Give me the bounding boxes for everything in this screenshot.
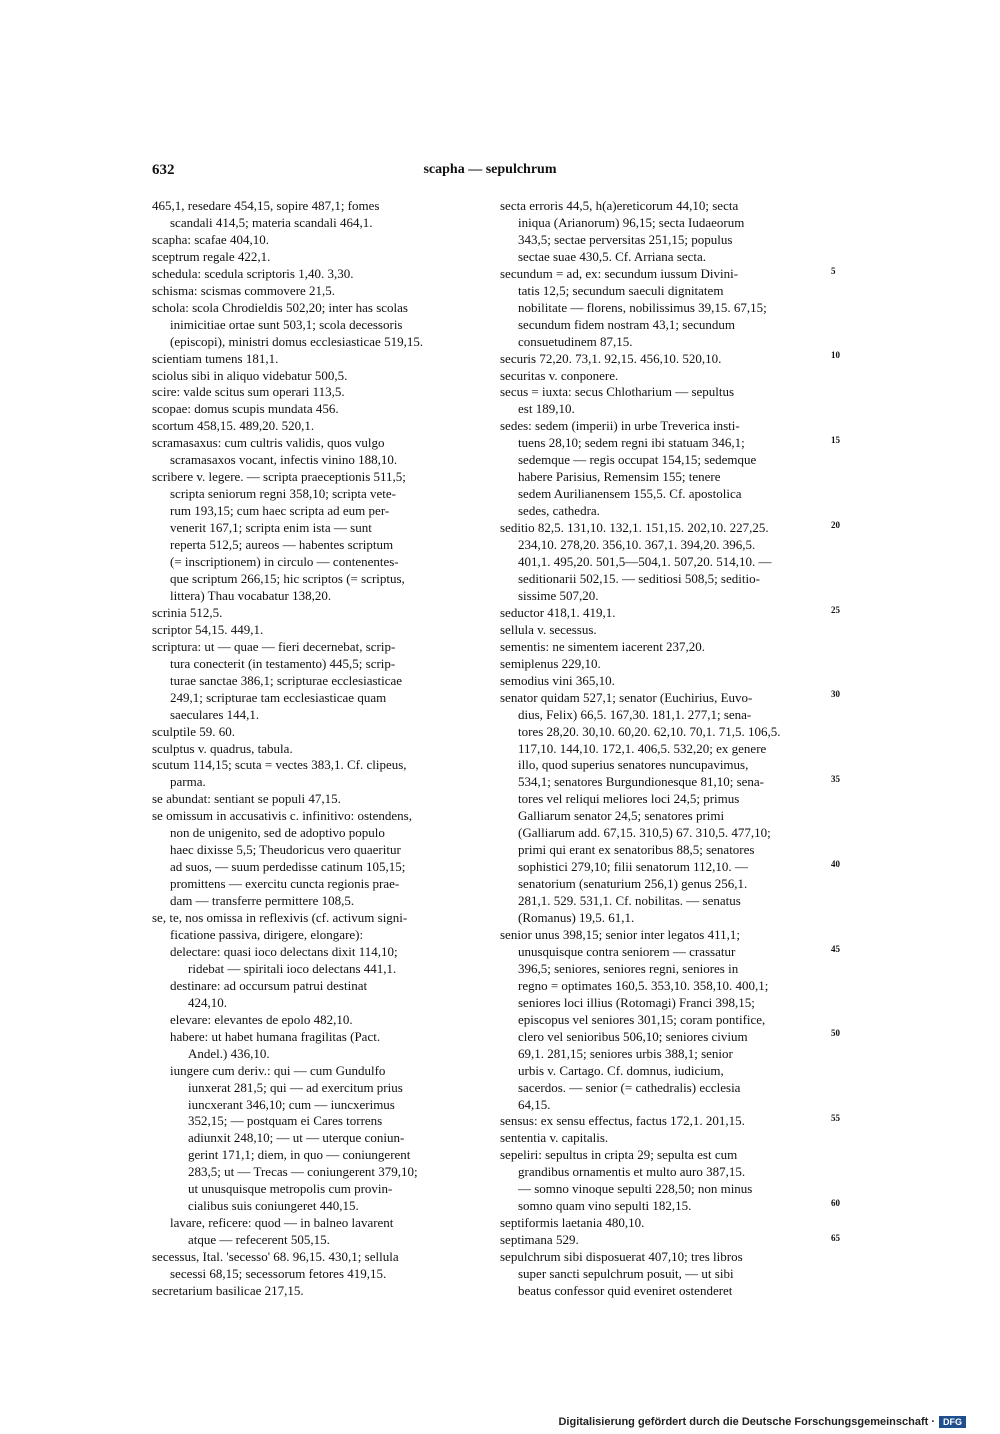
sub-entry: destinare: ad occursum patrui destinat 424,10. bbox=[170, 977, 368, 1010]
entry: scortum 458,15. 489,20. 520,1. bbox=[152, 418, 315, 434]
entry: schedula: scedula scriptoris 1,40. 3,30. bbox=[152, 265, 354, 281]
entry: secta erroris 44,5, h(a)ereticorum 44,10; secta iniqua (Arianorum) 96,15; secta Iudaeorum 343,5; sectae perversitas 251,15; populus sectae suae 430,5. Cf. Arriana secta. bbox=[500, 198, 745, 264]
entry: sellula v. secessus. bbox=[500, 621, 597, 637]
entry: se abundat: sentiant se populi 47,15. bbox=[152, 791, 341, 807]
entry: sementis: ne simentem iacerent 237,20. bbox=[500, 638, 706, 654]
entry: sepulchrum sibi disposuerat 407,10; tres libros super sancti sepulchrum posuit, — ut sibi beatus confessor quid eveniret ostenderet bbox=[500, 1249, 743, 1298]
line-number: 15 bbox=[831, 435, 840, 445]
line-number: 65 bbox=[831, 1233, 840, 1243]
running-head: scapha — sepulchrum bbox=[423, 162, 557, 177]
right-column bbox=[500, 198, 826, 1300]
entry: secessus, Ital. 'secesso' 68. 96,15. 430,1; sellula secessi 68,15; secessorum fetores 419,15. bbox=[152, 1249, 399, 1282]
entry: seductor 418,1. 419,1. bbox=[500, 604, 616, 620]
entry: se, te, nos omissa in reflexivis (cf. activum signi- ficatione passiva, dirigere, elongare): bbox=[152, 910, 408, 942]
entry: sepeliri: sepultus in cripta 29; sepulta est cum grandibus ornamentis et multo auro 387,15. — somno vinoque sepulti 228,50; non minus somno quam vino sepulti 182,15. bbox=[500, 1147, 753, 1214]
entry: septimana 529. bbox=[500, 1232, 579, 1248]
entry: senior unus 398,15; senior inter legatos 411,1; unusquisque contra seniorem — crassatur 396,5; seniores, seniores regni, seniores in regno = optimates 160,5. 353,10. 358,10. 400,1; seniores loci illius (Rotomagi) Franci 398,15; episcopus vel seniores 301,15; coram pontifice, clero vel senioribus 506,10; seniores civium 69,1. 281,15; seniores urbis 388,1; senior urbis v. Cartago. Cf. domnus, iudicium, sacerdos. — senior (= cathedralis) ecclesia 64,15. bbox=[500, 926, 769, 1112]
entry: seditio 82,5. 131,10. 132,1. 151,15. 202,10. 227,25. 234,10. 278,20. 356,10. 367,1. 394,20. 396,5. 401,1. 495,20. 501,5—504,1. 507,20. 514,10. — seditionarii 502,15. — seditiosi 508,5; seditio- sissime 507,20. bbox=[500, 520, 772, 603]
line-number: 45 bbox=[831, 944, 840, 954]
sub-entry: elevare: elevantes de epolo 482,10. bbox=[170, 1011, 353, 1027]
entry: semiplenus 229,10. bbox=[500, 655, 601, 671]
entry: scrinia 512,5. bbox=[152, 604, 223, 620]
dfg-logo: DFG bbox=[939, 1416, 966, 1428]
line-number: 55 bbox=[831, 1113, 840, 1123]
entry: sensus: ex sensu effectus, factus 172,1. 201,15. bbox=[500, 1113, 745, 1129]
entry: securitas v. conponere. bbox=[500, 367, 619, 383]
entry: sculptus v. quadrus, tabula. bbox=[152, 740, 293, 756]
sub-entry: iungere cum deriv.: qui — cum Gundulfo iunxerat 281,5; qui — ad exercitum prius iuncxerant 346,10; cum — iuncxerimus 352,15; — postquam ei Cares torrens adiunxit 248,10; — ut — uterque coniun- gerint 171,1; diem, in quo — coniungerent 283,5; ut — Trecas — coniungerent 379,10; ut unusquisque metropolis cum provin- cialibus suis coniungeret 440,15. bbox=[170, 1062, 418, 1214]
entry: securis 72,20. 73,1. 92,15. 456,10. 520,10. bbox=[500, 350, 722, 366]
entry: se omissum in accusativis c. infinitivo: ostendens, non de unigenito, sed de adoptivo populo haec dixisse 5,5; Theudoricus vero quaeritur ad suos, — suum perdedisse catinum 105,15; promittens — exercitu cuncta regionis prae- dam — transferre permittere 108,5. bbox=[152, 808, 412, 909]
entry: scriptura: ut — quae — fieri decernebat, scrip- tura conecterit (in testamento) 445,5; scrip- turae sanctae 386,1; scripturae ecclesiasticae 249,1; scripturae tam ecclesiasticae quam saeculares 144,1. bbox=[152, 638, 403, 722]
entry: schisma: scismas commovere 21,5. bbox=[152, 282, 336, 298]
sub-entry: lavare, reficere: quod — in balneo lavarent atque — refecerent 505,15. bbox=[170, 1215, 394, 1248]
entry: scutum 114,15; scuta = vectes 383,1. Cf. clipeus, parma. bbox=[152, 757, 407, 790]
entry: sceptrum regale 422,1. bbox=[152, 248, 271, 264]
entry: septiformis laetania 480,10. bbox=[500, 1215, 645, 1231]
entry: scientiam tumens 181,1. bbox=[152, 350, 279, 366]
entry: sculptile 59. 60. bbox=[152, 723, 236, 739]
entry: scriptor 54,15. 449,1. bbox=[152, 621, 264, 637]
footer bbox=[558, 1416, 966, 1428]
line-number: 35 bbox=[831, 774, 840, 784]
line-number: 50 bbox=[831, 1028, 840, 1038]
line-number: 40 bbox=[831, 859, 840, 869]
entry: schola: scola Chrodieldis 502,20; inter has scolas inimicitiae ortae sunt 503,1; scola decessoris (episcopi), ministri domus ecclesiasticae 519,15. bbox=[152, 299, 424, 349]
left-column bbox=[152, 198, 482, 1300]
entry: secundum = ad, ex: secundum iussum Divini- tatis 12,5; secundum saeculi dignitatem nobilitate — florens, nobilissimus 39,15. 67,15; secundum fidem nostram 43,1; secundum consuetudinem 87,15. bbox=[500, 265, 767, 349]
entry: scapha: scafae 404,10. bbox=[152, 231, 269, 247]
entry: scribere v. legere. — scripta praeceptionis 511,5; scripta seniorum regni 358,10; scripta vete- rum 193,15; cum haec scripta ad eum per- venerit 167,1; scripta enim ista — sunt reperta 512,5; aureos — habentes scriptum (= inscriptionem) in circulo — contenentes- que scriptum 266,15; hic scriptos (= scriptus, littera) Thau vocabatur 138,20. bbox=[152, 469, 406, 603]
sub-entry: delectare: quasi ioco delectans dixit 114,10; ridebat — spiritali ioco delectans 441,1. bbox=[170, 943, 398, 976]
entry: secus = iuxta: secus Chlotharium — sepultus est 189,10. bbox=[500, 384, 735, 417]
line-number: 10 bbox=[831, 350, 840, 360]
sub-entry: habere: ut habet humana fragilitas (Pact. Andel.) 436,10. bbox=[170, 1028, 381, 1061]
entry: scramasaxus: cum cultris validis, quos vulgo scramasaxos vocant, infectis vinino 188,10. bbox=[152, 435, 398, 468]
entry: secretarium basilicae 217,15. bbox=[152, 1283, 304, 1298]
line-number: 20 bbox=[831, 520, 840, 530]
page-number: 632 bbox=[152, 162, 175, 178]
line-number: 60 bbox=[831, 1198, 840, 1208]
entry: sciolus sibi in aliquo videbatur 500,5. bbox=[152, 367, 348, 383]
entry: scopae: domus scupis mundata 456. bbox=[152, 401, 339, 417]
entry: sedes: sedem (imperii) in urbe Treverica insti- tuens 28,10; sedem regni ibi statuam 346,1; sedemque — regis occupat 154,15; sedemque habere Parisius, Remensim 155; tenere sedem Aurilianensem 155,5. Cf. apostolica sedes, cathedra. bbox=[500, 418, 757, 519]
entry: 465,1, resedare 454,15, sopire 487,1; fomes scandali 414,5; materia scandali 464,1. bbox=[152, 198, 380, 230]
footer-text: Digitalisierung gefördert durch die Deutsche Forschungsgemeinschaft · bbox=[558, 1416, 935, 1428]
entry: senator quidam 527,1; senator (Euchirius, Euvo- dius, Felix) 66,5. 167,30. 181,1. 277,1; sena- tores 28,20. 30,10. 60,20. 62,10. 70,1. 71,5. 106,5. 117,10. 144,10. 172,1. 406,5. 532,20; ex genere illo, quod superius senatores nuncupavimus, 534,1; senatores Burgundionesque 81,10; sena- tores vel reliqui meliores loci 24,5; primus Galliarum senator 24,5; senatores primi (Galliarum add. 67,15. 310,5) 67. 310,5. 477,10; primi qui erant ex senatoribus 88,5; senatores sophistici 279,10; filii senatorum 112,10. — senatorium (senaturium 256,1) genus 256,1. 281,1. 529. 531,1. Cf. nobilitas. — senatus (Romanus) 19,5. 61,1. bbox=[500, 689, 781, 926]
entry: scire: valde scitus sum operari 113,5. bbox=[152, 384, 345, 400]
line-number: 30 bbox=[831, 689, 840, 699]
line-number: 5 bbox=[831, 266, 836, 276]
entry: sententia v. capitalis. bbox=[500, 1130, 609, 1146]
entry: semodius vini 365,10. bbox=[500, 672, 615, 688]
line-number: 25 bbox=[831, 605, 840, 615]
